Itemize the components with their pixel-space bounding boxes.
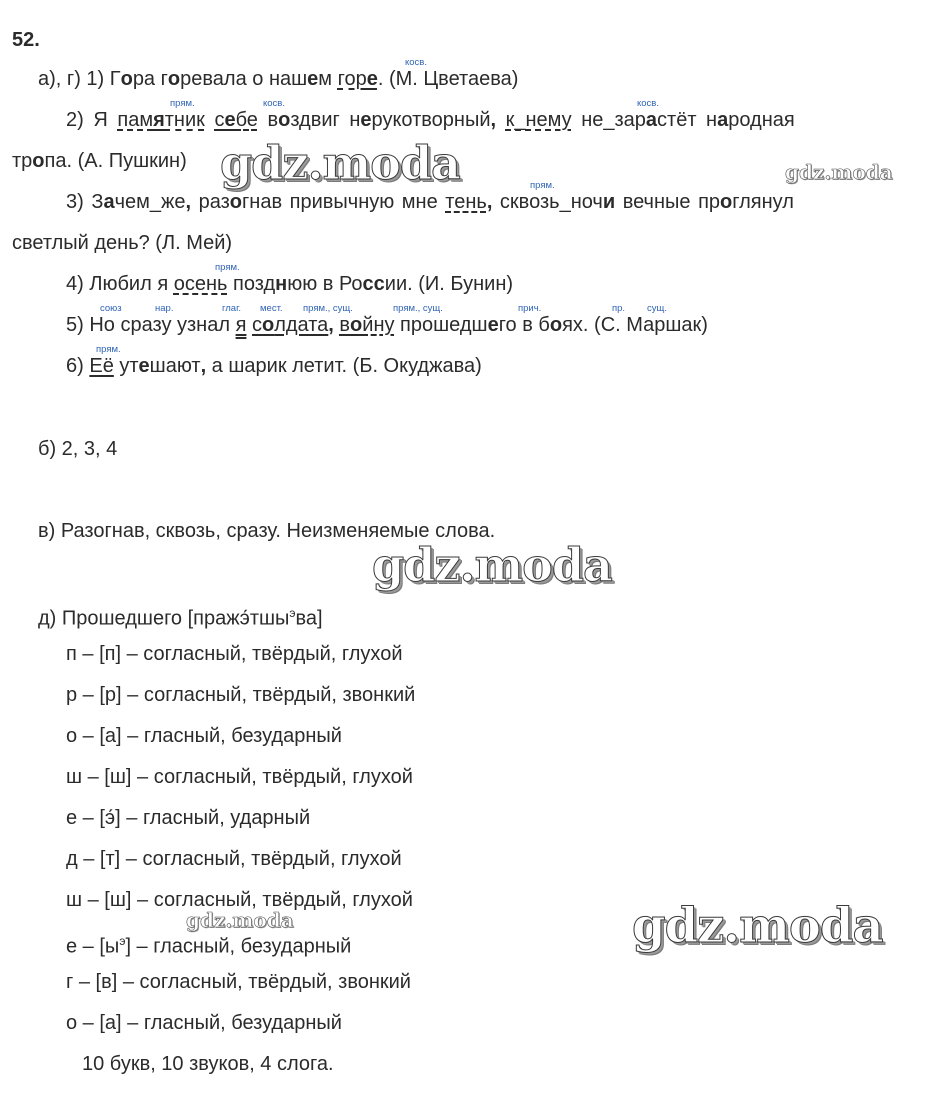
phonetic-row: п – [п] – согласный, твёрдый, глухой [66, 643, 403, 665]
pos-tag: прям., сущ. [393, 303, 443, 314]
case-tag: косв. [637, 98, 659, 109]
pos-tag: нар. [155, 303, 174, 314]
sentence-6: 6) Её утешают, а шарик летит. (Б. Окуджава) [66, 355, 482, 377]
phonetic-row: ш – [ш] – согласный, твёрдый, глухой [66, 889, 413, 911]
answer-b: б) 2, 3, 4 [38, 438, 118, 460]
pos-tag: прям., сущ. [303, 303, 353, 314]
phonetic-row: р – [р] – согласный, твёрдый, звонкий [66, 684, 416, 706]
pos-tag: пр. [612, 303, 626, 314]
watermark: gdz.moda [785, 160, 893, 184]
sentence-3: 3) Зачем_же, разогнав привычную мне тень, сквозь_ночи вечные проглянул [66, 191, 794, 213]
sentence-4: 4) Любил я осень позднюю в России. (И. Бунин) [66, 273, 514, 295]
pos-tag: мест. [260, 303, 283, 314]
case-tag: прям. [530, 180, 555, 191]
sentence-2-cont: тропа. (А. Пушкин) [12, 150, 187, 172]
watermark: gdz.moda [220, 136, 460, 190]
watermark: gdz.moda [632, 898, 883, 954]
sentence-2: 2) Я памятник себе воздвиг нерукотворный, к_нему не_зарастёт народная [66, 109, 795, 131]
sentence-3-cont: светлый день? (Л. Мей) [12, 232, 233, 254]
phonetic-row: ш – [ш] – согласный, твёрдый, глухой [66, 766, 413, 788]
phonetic-row: е – [э́] – гласный, ударный [66, 807, 311, 829]
pos-tag: сущ. [647, 303, 667, 314]
case-tag: прям. [96, 344, 121, 355]
pos-tag: глаг. [222, 303, 242, 314]
pos-tag: прич. [518, 303, 542, 314]
case-tag: косв. [405, 57, 427, 68]
case-tag: косв. [263, 98, 285, 109]
answer-v: в) Разогнав, сквозь, сразу. Неизменяемые слова. [38, 520, 496, 542]
sentence-5: 5) Но сразу узнал я солдата, войну прошедшего в боях. (С. Маршак) [66, 314, 708, 336]
watermark: gdz.moda [372, 538, 612, 592]
watermark: gdz.moda [186, 908, 294, 932]
phonetic-row: о – [а] – гласный, безударный [66, 1012, 342, 1034]
phonetic-row: о – [а] – гласный, безударный [66, 725, 342, 747]
phonetic-row: е – $[ы^э]$ – гласный, безударный [66, 934, 352, 958]
sentence-1: а), г) 1) Гора горевала о нашем горе. (М. Цветаева) [38, 68, 519, 90]
exercise-number: 52. [12, 29, 40, 51]
case-tag: прям. [170, 98, 195, 109]
case-tag: прям. [215, 262, 240, 273]
phonetic-row: г – [в] – согласный, твёрдый, звонкий [66, 971, 411, 993]
pos-tag: союз [100, 303, 122, 314]
answer-d-heading: д) Прошедшего [пражэ́тшы$^э$ва] [38, 606, 323, 630]
summary-line: 10 букв, 10 звуков, 4 слога. [82, 1053, 334, 1075]
phonetic-row: д – [т] – согласный, твёрдый, глухой [66, 848, 402, 870]
